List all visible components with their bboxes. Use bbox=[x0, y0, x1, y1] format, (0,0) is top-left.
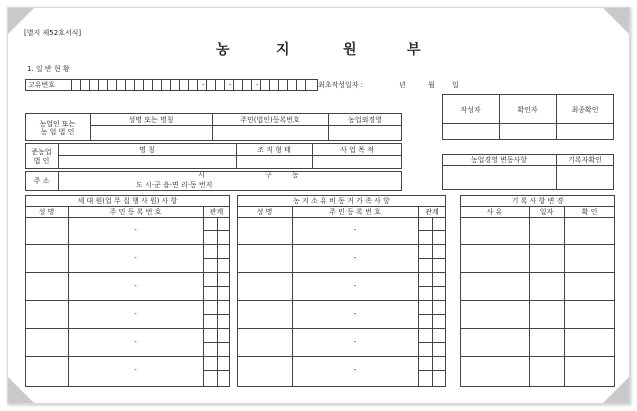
title-char-4: 부 bbox=[407, 42, 421, 58]
owner-row-dash: - bbox=[353, 366, 357, 374]
owner-row-dash: - bbox=[353, 254, 357, 262]
title-char-3: 원 bbox=[343, 42, 357, 58]
farmer-reg-col: 주민(법인)등록번호 bbox=[240, 116, 300, 124]
year-label: 년 bbox=[399, 81, 406, 89]
day-label: 일 bbox=[452, 81, 459, 89]
household-row-dash: - bbox=[134, 282, 137, 290]
household-row-dash: - bbox=[134, 254, 137, 262]
id-dash-1: - bbox=[202, 81, 205, 89]
form-number-label: [별지 제52호서식] bbox=[24, 29, 82, 37]
quasi-purpose-col: 사 업 목 적 bbox=[340, 146, 374, 154]
address-si: 시 bbox=[198, 171, 205, 179]
approval-writer: 작성자 bbox=[460, 106, 481, 114]
address-table bbox=[25, 171, 402, 191]
quasi-header-1: 준농업 bbox=[31, 148, 52, 156]
owner-row-dash: - bbox=[353, 226, 357, 234]
record-change-title: 기 록 사 항 변 경 bbox=[511, 197, 564, 205]
quasi-header-2: 법 인 bbox=[33, 157, 50, 165]
change-items-label: 농업경영 변동사항 bbox=[470, 156, 528, 164]
address-dong: 동 bbox=[292, 171, 299, 179]
owner-family-table bbox=[237, 195, 446, 387]
owner-row-dash: - bbox=[353, 338, 357, 346]
household-name-col: 성 명 bbox=[38, 208, 55, 216]
form-page bbox=[7, 7, 630, 404]
record-date-col: 일자 bbox=[539, 208, 554, 216]
address-gu: 구 bbox=[265, 171, 272, 179]
record-change-table bbox=[460, 195, 615, 387]
household-reg-col: 주 민 등 록 번 호 bbox=[109, 208, 162, 216]
farmer-name-col: 성명 또는 명칭 bbox=[128, 116, 174, 124]
id-dash-2: - bbox=[229, 81, 232, 89]
quasi-org-type-col: 조 직 형 태 bbox=[257, 146, 291, 154]
owner-row-dash: - bbox=[353, 310, 357, 318]
record-confirm-col: 확 인 bbox=[581, 208, 598, 216]
month-label: 월 bbox=[428, 81, 435, 89]
owner-row-dash: - bbox=[353, 282, 357, 290]
id-number-cells bbox=[71, 80, 318, 90]
household-relation-col: 관계 bbox=[209, 208, 224, 216]
household-row-dash: - bbox=[134, 310, 137, 318]
corner-fold-top-right bbox=[603, 8, 629, 34]
recorder-check-label: 기록자확인 bbox=[568, 156, 602, 164]
approval-final: 최종확인 bbox=[571, 106, 599, 114]
quasi-name-col: 명 칭 bbox=[139, 146, 155, 154]
household-table bbox=[25, 195, 230, 387]
approval-checker: 확인자 bbox=[517, 106, 538, 114]
household-row-dash: - bbox=[134, 338, 137, 346]
farmer-header-2: 농 업 법 인 bbox=[40, 128, 75, 136]
id-number-label: 고유번호 bbox=[28, 81, 56, 89]
id-dash-3: - bbox=[256, 81, 259, 89]
title-char-1: 농 bbox=[216, 42, 230, 58]
record-reason-col: 사 유 bbox=[486, 208, 503, 216]
owner-reg-col: 주 민 등 록 번 호 bbox=[329, 208, 381, 216]
address-label: 주 소 bbox=[33, 177, 50, 185]
first-created-label: 최초작성일자 : bbox=[318, 81, 364, 89]
section-general-status: 1. 일 반 현 황 bbox=[27, 65, 70, 73]
owner-relation-col: 관계 bbox=[425, 208, 439, 216]
owner-family-title: 농 지 소 유 비 동 거 가 족 사 항 bbox=[293, 197, 390, 205]
household-title: 세 대 원(업 무 집 행 사 원) 사 항 bbox=[77, 197, 178, 205]
address-line-2: 도 시·군 읍·면 리·동 번지 bbox=[136, 181, 213, 189]
approval-box bbox=[442, 94, 614, 140]
owner-name-col: 성 명 bbox=[256, 208, 273, 216]
farmer-nonfarm-col: 농업외경영 bbox=[348, 116, 382, 124]
household-row-dash: - bbox=[134, 366, 137, 374]
household-row-dash: - bbox=[134, 226, 137, 234]
farmer-header-1: 농업인 또는 bbox=[39, 120, 76, 128]
title-char-2: 지 bbox=[276, 42, 290, 58]
